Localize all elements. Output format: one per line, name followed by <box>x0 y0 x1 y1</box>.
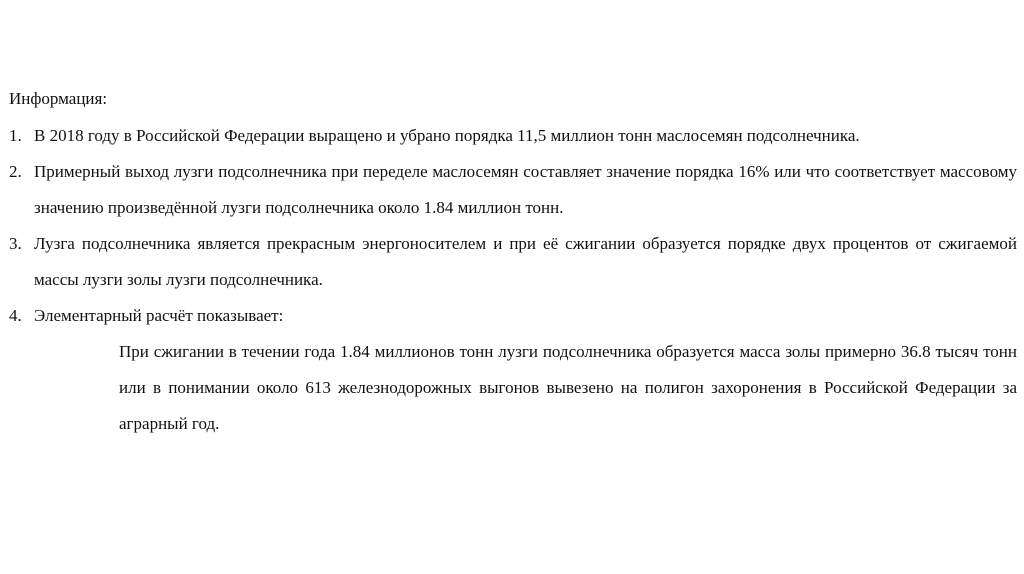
list-item-text: Элементарный расчёт показывает: <box>34 306 284 325</box>
list-item-1 <box>9 118 1017 154</box>
document-body <box>9 86 1017 442</box>
list-item-number: 4. <box>9 306 22 325</box>
list-item-4 <box>9 298 1017 334</box>
list-item-3 <box>9 226 1017 298</box>
list-item-number: 3. <box>9 234 22 253</box>
list-item-number: 1. <box>9 126 22 145</box>
calculation-paragraph: При сжигании в течении года 1.84 миллионов тонн лузги подсолнечника образуется масса золы примерно 36.8 тысяч тонн или в понимании около 613 железнодорожных выгонов вывезено на полигон захоронения в Российской Федерации за аграрный год. <box>119 342 1017 433</box>
document-heading: Информация: <box>9 89 108 108</box>
list-item-text: В 2018 году в Российской Федерации выращено и убрано порядка 11,5 миллион тонн маслосемян подсолнечника. <box>34 126 860 145</box>
list-item-text: Примерный выход лузги подсолнечника при переделе маслосемян составляет значение порядка 16% или что соответствует массовому значению произведённой лузги подсолнечника около 1.84 миллион тонн. <box>34 162 1017 217</box>
list-item-2 <box>9 154 1017 226</box>
list-item-number: 2. <box>9 162 22 181</box>
list-item-text: Лузга подсолнечника является прекрасным энергоносителем и при её сжигании образуется порядке двух процентов от сжигаемой массы лузги золы лузги подсолнечника. <box>34 234 1017 289</box>
